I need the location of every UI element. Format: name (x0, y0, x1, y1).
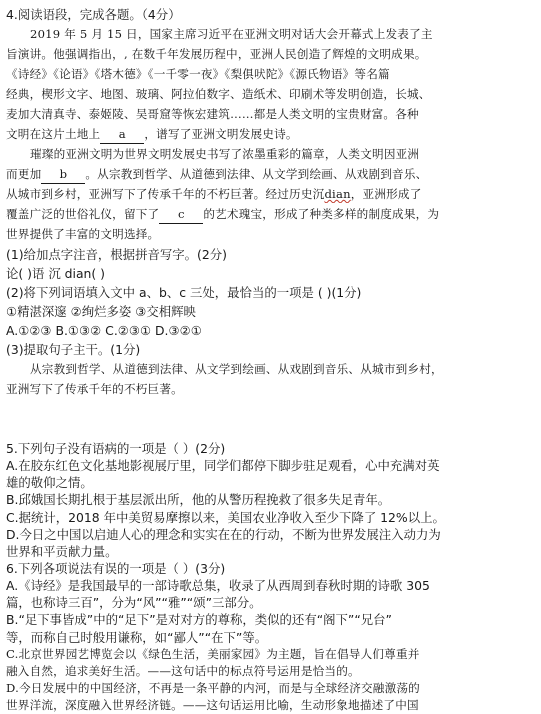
q5-header: 5.下列句子没有语病的一项是（ ）(2分) (6, 441, 226, 456)
q4-p2-line-pinyin (6, 186, 534, 203)
q6-option-c[interactable]: C.北京世界园艺博览会以《绿色生活，美丽家园》为主题，旨在倡导人们尊重并 (6, 646, 420, 661)
q4-p1-line: 经典，楔形文字、地图、玻璃、阿拉伯数字、造纸术、印刷术等发明创造，长城、 (6, 87, 431, 101)
q4-p2-l4-pre: 覆盖广泛的世俗礼仪，留下了 (6, 207, 160, 221)
q6-option-b[interactable]: B.“足下事皆成”中的“足下”是对对方的尊称，类似的还有“阁下”“兄台” (6, 612, 392, 628)
pinyin-dian: dian (324, 187, 351, 201)
blank-a[interactable]: a (100, 126, 144, 144)
q4-p2-l2-pre: 而更加 (6, 167, 42, 181)
q5-option-a[interactable]: A.在胶东红色文化基地影视展厅里，同学们都停下脚步驻足观看，心中充满对英 (6, 458, 440, 474)
q4-p1-line: 2019 年 5 月 15 日，国家主席习近平在亚洲文明对话大会开幕式上发表了主 (30, 27, 433, 41)
q4-p1-last-line (6, 126, 534, 144)
q4-sub2-words: ①精湛深邃 ②绚烂多姿 ③交相辉映 (6, 304, 196, 319)
q4-sub2: (2)将下列词语填入文中 a、b、c 三处，最恰当的一项是 ( )(1分) (6, 285, 362, 300)
q4-p1-last-pre: 文明在这片土地上 (6, 127, 101, 141)
q4-sub2-options[interactable]: A.①②③ B.①③② C.②③① D.③②① (6, 323, 202, 338)
q4-sub1-answer[interactable]: 论( )语 沉 dian( ) (6, 266, 106, 281)
q4-p2-line-c (6, 206, 534, 224)
q4-p1-line: 《诗经》《论语》《塔木德》《一千零一夜》《梨俱吠陀》《源氏物语》等名篇 (6, 67, 390, 81)
q4-sub1: (1)给加点字注音，根据拼音写字。(2分) (6, 247, 227, 262)
q6-option-b-cont: 等，而称自己时般用谦称，如“鄙人”“在下”等。 (6, 629, 268, 645)
q4-p2-l2-post: 。从宗教到哲学、从道德到法律、从文学到绘画、从戏剧到音乐、 (85, 167, 428, 181)
q6-option-c-cont: 融入自然，追求美好生活。——这句话中的标点符号运用是恰当的。 (6, 663, 360, 678)
q4-p2-line-b (6, 166, 534, 184)
blank-b[interactable]: b (41, 166, 85, 184)
q5-option-c[interactable]: C.据统计，2018 年中美贸易摩擦以来，美国农业净收入至少下降了 12%以上。 (6, 509, 445, 525)
q5-option-d-cont: 世界和平贡献力量。 (6, 543, 118, 559)
q4-p1-line: 麦加大清真寺、泰姬陵、吴哥窟等恢宏建筑……都是人类文明的宝贵财富。各种 (6, 107, 419, 121)
q6-option-a[interactable]: A.《诗经》是我国最早的一部诗歌总集，收录了从西周到春秋时期的诗歌 305 (6, 578, 430, 594)
q5-option-a-cont: 雄的敬仰之情。 (6, 475, 93, 491)
q6-option-a-cont: 篇，也称诗三百”，分为“风”“雅”“颂”三部分。 (6, 595, 262, 611)
q4-p2-line: 世界提供了丰富的文明选择。 (6, 227, 160, 241)
q6-header: 6.下列各项说法有误的一项是（ ）(3分) (6, 560, 226, 576)
q4-p1-line: 旨演讲。他强调指出，, 在数千年发展历程中，亚洲人民创造了辉煌的文明成果。 (6, 47, 427, 61)
q6-option-d-cont: 世界洋流，深度融入世界经济链。——这句话运用比喻，生动形象地描述了中国 (6, 698, 419, 712)
q4-p2-l3-pre: 从城市到乡村，亚洲写下了传承千年的不朽巨著。经过历史沉 (6, 187, 325, 201)
q4-sub3: (3)提取句子主干。(1分) (6, 342, 141, 357)
q4-sub3-text: 亚洲写下了传承千年的不朽巨著。 (6, 382, 183, 396)
q4-p1-last-post: ，谱写了亚洲文明发展史诗。 (144, 127, 298, 141)
q4-sub3-text: 从宗教到哲学、从道德到法律、从文学到绘画、从戏剧到音乐、从城市到乡村， (30, 362, 443, 376)
blank-c[interactable]: c (159, 206, 203, 224)
q5-option-d[interactable]: D.今日之中国以启迪人心的理念和实实在在的行动，不断为世界发展注入动力为 (6, 526, 441, 542)
q5-option-b[interactable]: B.邱娥国长期扎根于基层派出所，他的从警历程挽救了很多失足青年。 (6, 492, 391, 508)
q4-p2-l3-post: ，亚洲形成了 (350, 187, 422, 201)
q4-p2-l4-post: 的艺术瑰宝，形成了种类多样的制度成果，为 (203, 207, 440, 221)
q4-p2-line: 璀璨的亚洲文明为世界文明发展史书写了浓墨重彩的篇章，人类文明因亚洲 (30, 147, 420, 161)
q4-header: 4.阅读语段，完成各题。（4分） (6, 7, 181, 22)
q6-option-d[interactable]: D.今日发展中的中国经济，不再是一条平静的内河，而是与全球经济交融激荡的 (6, 680, 420, 695)
